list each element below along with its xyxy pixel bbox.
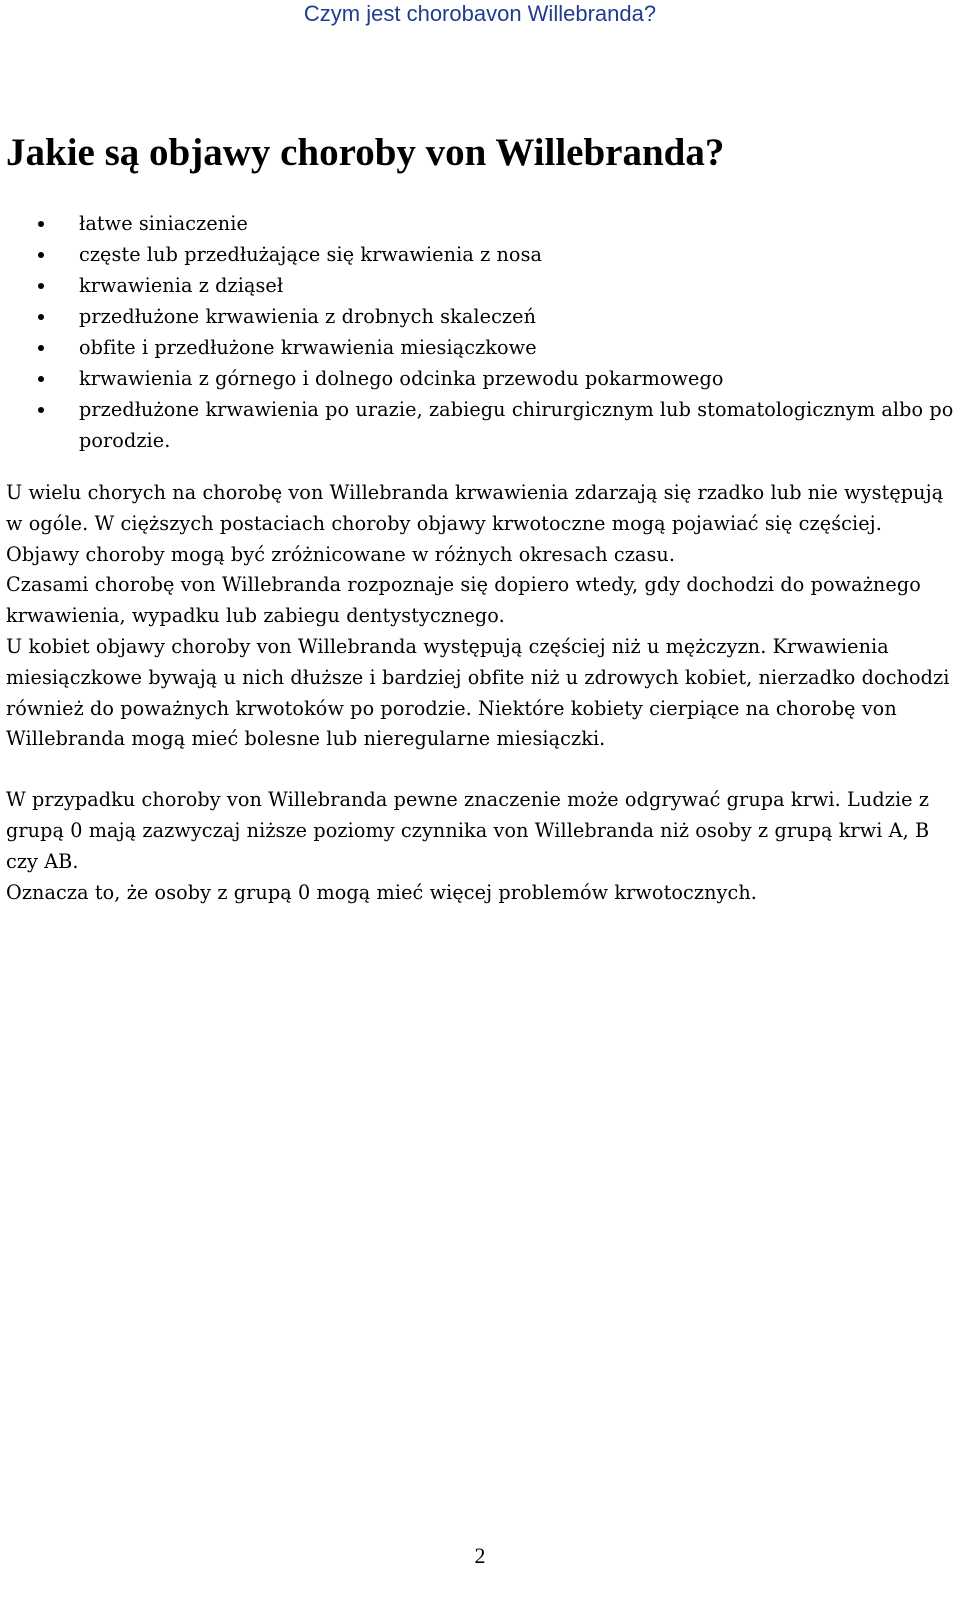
paragraph-conclusion: Oznacza to, że osoby z grupą 0 mogą mieć więcej problemów krwotocznych.	[6, 880, 757, 904]
list-item: krwawienia z górnego i dolnego odcinka przewodu pokarmowego	[79, 363, 960, 394]
page-title: Jakie są objawy choroby von Willebranda?	[6, 131, 725, 174]
paragraph-frequency: U wielu chorych na chorobę von Willebranda krwawienia zdarzają się rzadko lub nie występują w ogóle. W cięższych postaciach choroby objawy krwotoczne mogą pojawiać się częściej. Objawy choroby mogą być zróżnicowane w różnych okresach czasu.	[6, 481, 944, 566]
paragraph-diagnosis: Czasami chorobę von Willebranda rozpoznaje się dopiero wtedy, gdy dochodzi do poważnego krwawienia, wypadku lub zabiegu dentystycznego.	[6, 573, 921, 628]
paragraph-women: U kobiet objawy choroby von Willebranda występują częściej niż u mężczyzn. Krwawienia miesiączkowe bywają u nich dłuższe i bardziej obfite niż u zdrowych kobiet, nierzadko dochodzi również do poważnych krwotoków po porodzie. Niektóre kobiety cierpiące na chorobę von Willebranda mogą mieć bolesne lub nieregularne miesiączki.	[6, 634, 950, 751]
list-item: krwawienia z dziąseł	[79, 270, 960, 301]
list-item: przedłużone krwawienia po urazie, zabiegu chirurgicznym lub stomatologicznym albo po porodzie.	[79, 394, 960, 456]
list-item: częste lub przedłużające się krwawienia z nosa	[79, 239, 960, 270]
body-text	[6, 478, 951, 908]
list-item: obfite i przedłużone krwawienia miesiączkowe	[79, 332, 960, 363]
page-number: 2	[474, 1543, 486, 1568]
paragraph-blood-group: W przypadku choroby von Willebranda pewne znaczenie może odgrywać grupa krwi. Ludzie z grupą 0 mają zazwyczaj niższe poziomy czynnika von Willebranda niż osoby z grupą krwi A, B czy AB.	[6, 788, 930, 873]
list-item: przedłużone krwawienia z drobnych skaleczeń	[79, 301, 960, 332]
list-item: łatwe siniaczenie	[79, 208, 960, 239]
symptom-list	[0, 208, 960, 456]
running-header: Czym jest chorobavon Willebranda?	[303, 1, 657, 26]
